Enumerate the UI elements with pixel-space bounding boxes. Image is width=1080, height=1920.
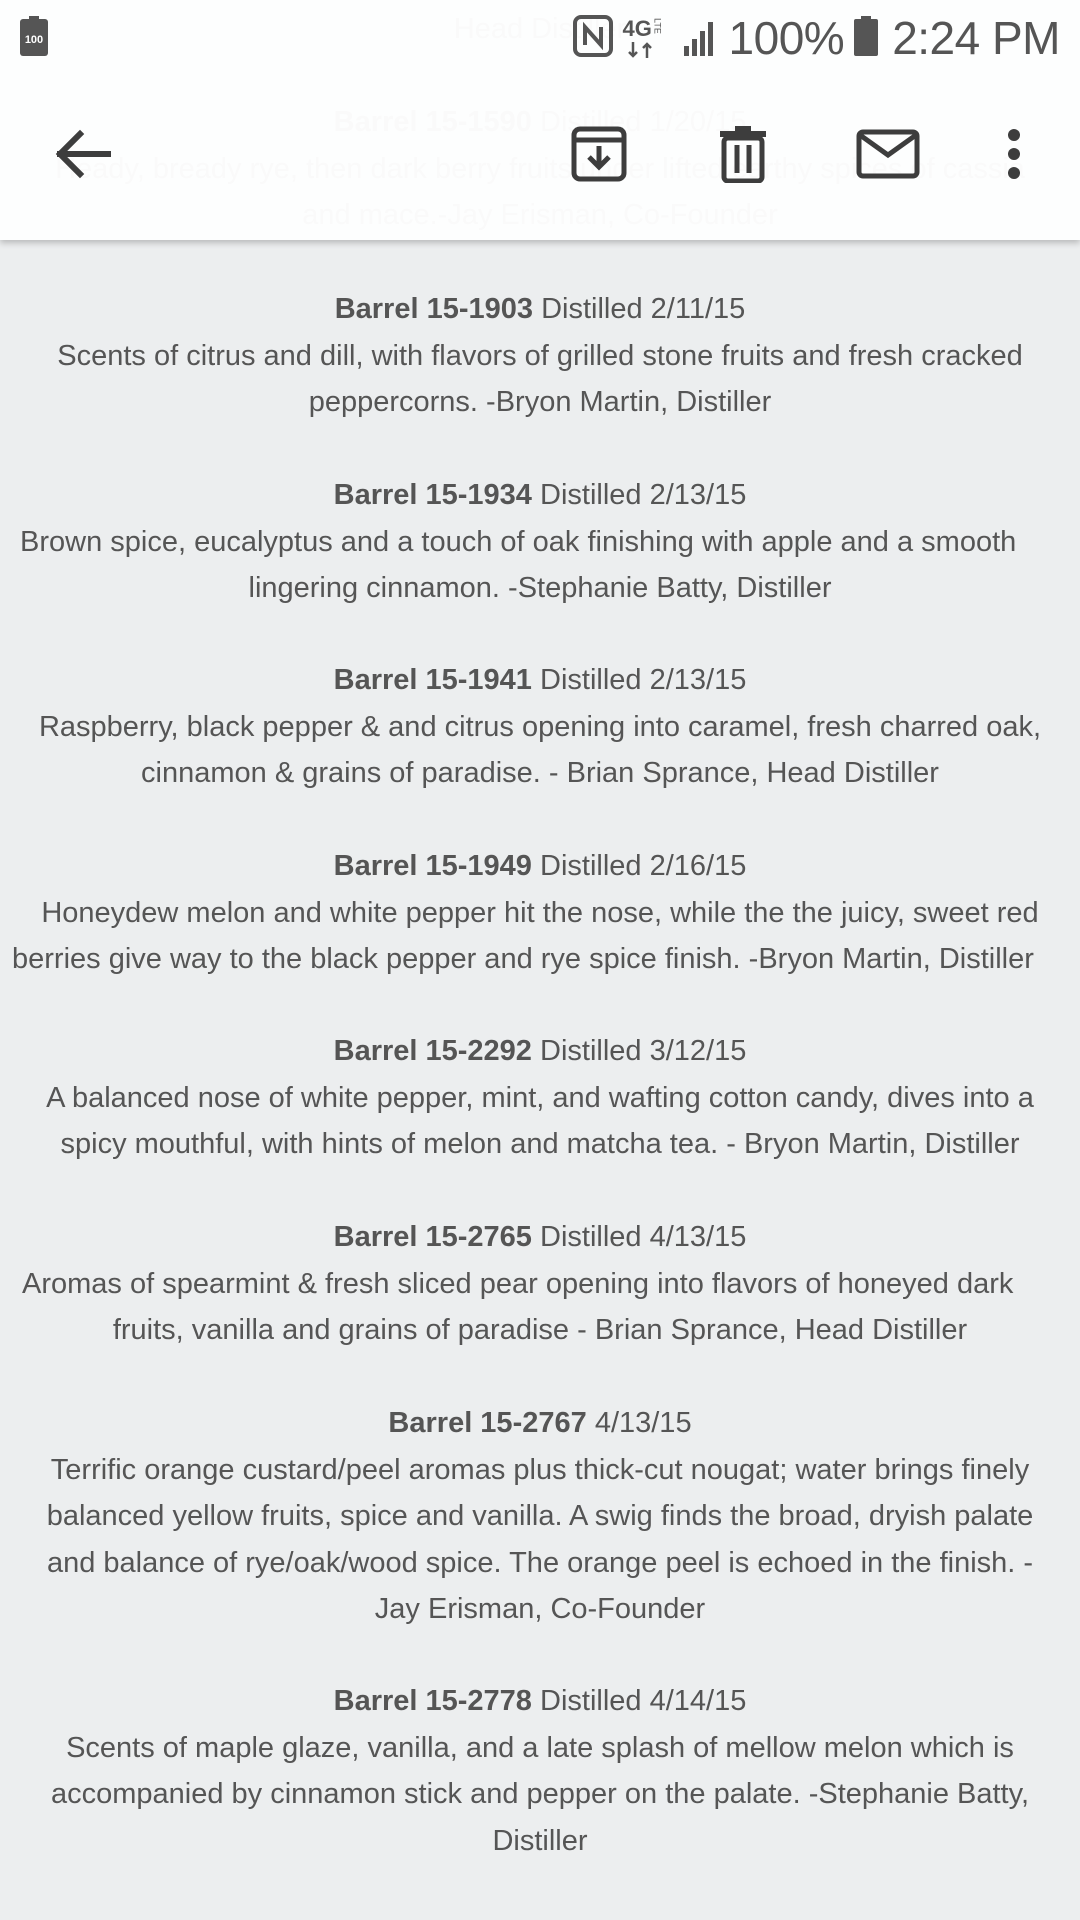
tasting-note-entry — [0, 1400, 1080, 1633]
barrel-number: Barrel 15-1949 — [333, 850, 532, 882]
entry-note-line: spicy mouthful, with hints of melon and matcha tea. - Bryon Martin, Distiller — [60, 1128, 1020, 1160]
clock: 2:24 PM — [892, 12, 1060, 64]
tasting-note-entry — [0, 1214, 1080, 1354]
distilled-date: Distilled 2/11/15 — [541, 293, 746, 325]
entry-note-line: and balance of rye/oak/wood spice. The orange peel is echoed in the finish. - — [46, 1546, 1034, 1579]
status-bar — [0, 0, 1080, 72]
trash-icon — [719, 125, 767, 188]
battery-percent: 100% — [728, 12, 845, 64]
distilled-date: Distilled 4/13/15 — [540, 1221, 747, 1253]
archive-icon — [571, 126, 627, 187]
barrel-number: Barrel 15-2767 — [388, 1407, 587, 1439]
tasting-note-entry — [0, 1028, 1080, 1168]
distilled-date: Distilled 2/16/15 — [540, 850, 747, 882]
entry-note-line: cinnamon & grains of paradise. - Brian Sprance, Head Distiller — [141, 757, 939, 789]
nfc-icon — [573, 15, 613, 62]
entry-note-line: Scents of citrus and dill, with flavors of grilled stone fruits and fresh cracked — [57, 339, 1023, 372]
mark-unread-button[interactable] — [852, 120, 924, 192]
entry-note-line: accompanied by cinnamon stick and pepper on the palate. -Stephanie Batty, — [50, 1778, 1030, 1810]
entry-heading — [0, 1214, 1080, 1261]
entry-note-line: balanced yellow fruits, spice and vanilla. A swig finds the broad, dryish palate — [46, 1500, 1034, 1532]
more-vert-icon — [1006, 128, 1022, 185]
distilled-date: Distilled 2/13/15 — [540, 664, 747, 696]
entry-heading — [0, 1028, 1080, 1075]
signal-strength-icon — [683, 16, 719, 61]
battery-notification-icon — [20, 16, 48, 56]
entry-note-line: Scents of maple glaze, vanilla, and a late splash of mellow melon which is — [66, 1731, 1014, 1764]
tasting-note-entry — [0, 472, 1080, 612]
archive-button[interactable] — [563, 120, 635, 192]
network-type-icon — [623, 14, 673, 62]
status-icons — [573, 8, 1060, 68]
entry-note-line: lingering cinnamon. -Stephanie Batty, Distiller — [248, 572, 832, 604]
entry-heading — [0, 286, 1080, 333]
mail-icon — [856, 129, 920, 184]
tasting-note-entry — [0, 286, 1080, 426]
distilled-date: Distilled 4/14/15 — [540, 1685, 747, 1717]
entry-note-line: Raspberry, black pepper & and citrus opening into caramel, fresh charred oak, — [38, 710, 1042, 743]
battery-icon — [854, 16, 878, 61]
entry-note-line: Honeydew melon and white pepper hit the nose, while the the juicy, sweet red — [41, 896, 1039, 929]
entry-note-line: berries give way to the black pepper and rye spice finish. -Bryon Martin, Distiller — [12, 943, 1034, 975]
barrel-number: Barrel 15-2778 — [333, 1685, 532, 1717]
network-type-label: 4G — [622, 16, 652, 41]
entry-note-line: Brown spice, eucalyptus and a touch of oak finishing with apple and a smooth — [20, 525, 1017, 558]
distilled-date: Distilled 2/13/15 — [540, 479, 747, 511]
barrel-number: Barrel 15-1934 — [333, 479, 532, 511]
distilled-date: 4/13/15 — [594, 1407, 692, 1439]
entry-heading — [0, 843, 1080, 890]
tasting-note-entry — [0, 843, 1080, 983]
distilled-date: Distilled 3/12/15 — [540, 1035, 747, 1067]
network-subtype-label: LTE — [652, 18, 663, 34]
entry-note-line: A balanced nose of white pepper, mint, and wafting cotton candy, dives into a — [46, 1081, 1034, 1114]
battery-notification-label: 100 — [24, 34, 44, 46]
entry-heading — [0, 1678, 1080, 1725]
barrel-number: Barrel 15-2292 — [333, 1035, 532, 1067]
delete-button[interactable] — [707, 120, 779, 192]
entry-heading — [0, 472, 1080, 519]
entry-note-line: Distiller — [492, 1824, 588, 1857]
barrel-number: Barrel 15-1941 — [333, 664, 532, 696]
entry-heading — [0, 1400, 1080, 1447]
tasting-note-entry — [0, 1678, 1080, 1864]
back-button[interactable] — [46, 120, 118, 192]
entry-note-line: fruits, vanilla and grains of paradise - Brian Sprance, Head Distiller — [112, 1314, 968, 1346]
entry-heading — [0, 657, 1080, 704]
tasting-note-entry — [0, 657, 1080, 797]
entry-note-line: Jay Erisman, Co-Founder — [374, 1593, 706, 1625]
entry-note-line: Terrific orange custard/peel aromas plus thick-cut nougat; water brings finely — [50, 1453, 1030, 1486]
arrow-left-icon — [52, 128, 112, 185]
entry-note-line: Aromas of spearmint & fresh sliced pear opening into flavors of honeyed dark — [22, 1267, 1014, 1300]
entry-note-line: peppercorns. -Bryon Martin, Distiller — [308, 386, 772, 418]
barrel-number: Barrel 15-1903 — [334, 293, 534, 325]
app-bar — [0, 0, 1080, 240]
more-options-button[interactable] — [978, 120, 1050, 192]
barrel-number: Barrel 15-2765 — [333, 1221, 532, 1253]
